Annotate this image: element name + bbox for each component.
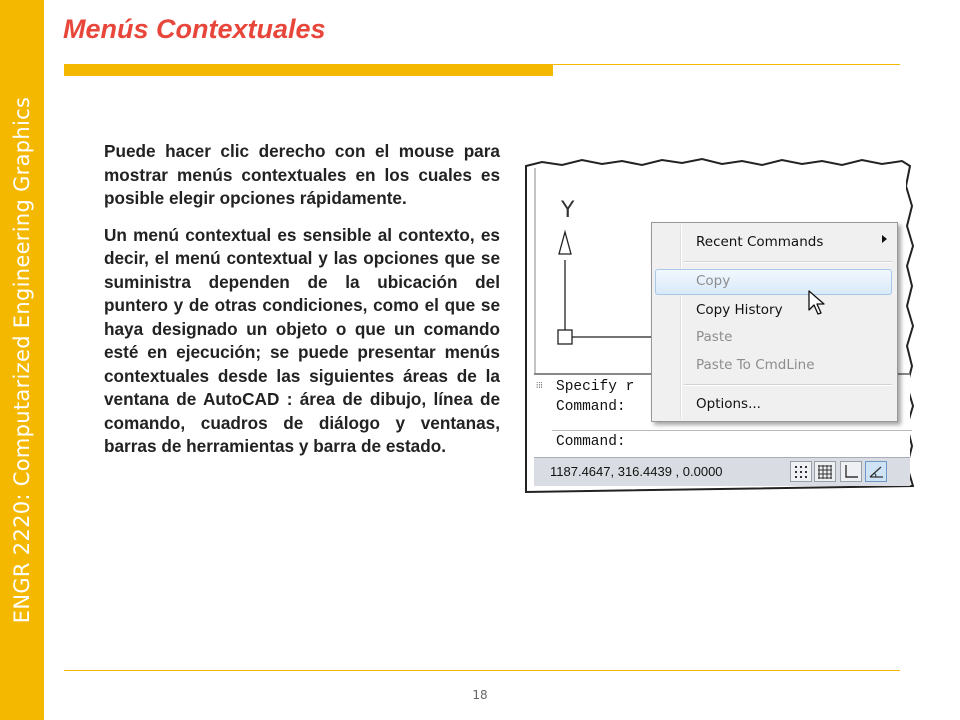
page-number: 18 (472, 688, 488, 702)
autocad-screenshot (522, 156, 914, 494)
polar-tracking-icon (866, 462, 886, 481)
snap-mode-icon (791, 462, 811, 481)
coordinates-readout[interactable]: 1187.4647, 316.4439 , 0.0000 (550, 464, 723, 479)
menu-separator (684, 261, 892, 263)
menu-item-paste-to-cmdline[interactable]: Paste To CmdLine (696, 357, 815, 373)
paragraph-1: Puede hacer clic derecho con el mouse para mostrar menús contextuales en los cuales es posible elegir opciones rápidamente. (104, 141, 500, 208)
menu-icon-column (680, 225, 682, 418)
menu-item-recent-commands[interactable]: Recent Commands (696, 234, 824, 250)
ortho-mode-button[interactable] (840, 461, 862, 482)
title-underline-thin (553, 64, 900, 65)
title-underline-thick (64, 64, 553, 76)
ortho-mode-icon (841, 462, 861, 481)
footer-rule (64, 670, 900, 671)
command-line-1: Specify r (556, 379, 635, 395)
command-line-2: Command: (556, 399, 626, 415)
paragraph-2: Un menú contextual es sensible al contexto, es decir, el menú contextual y las opciones que se suministra dependen de la ubicación del puntero y de otras condiciones, como el que se haya designado un objeto o que un comando esté en ejecución; se puede presentar menús contextuales desde las siguientes áreas de la ventana de AutoCAD : área de dibujo, línea de comando, cuadros de diálogo y ventanas, barras de herramientas y barra de estado. (104, 224, 500, 456)
cursor-arrow-icon (808, 290, 826, 316)
submenu-arrow-icon (882, 235, 887, 243)
menu-item-paste[interactable]: Paste (696, 329, 733, 345)
snap-mode-button[interactable] (790, 461, 812, 482)
sidebar-band (0, 0, 44, 720)
command-input[interactable]: Command: (556, 434, 626, 450)
body-text (104, 140, 500, 472)
slide-title: Menús Contextuales (63, 14, 326, 44)
polar-tracking-button[interactable] (865, 461, 887, 482)
command-grip-icon[interactable]: ⁞⁞⁞ (536, 381, 543, 390)
command-separator (552, 430, 912, 431)
context-menu (651, 222, 898, 422)
grid-display-icon (815, 462, 835, 481)
status-bar (534, 457, 910, 486)
menu-item-highlight (655, 269, 892, 295)
menu-item-options[interactable]: Options... (696, 396, 761, 412)
grid-display-button[interactable] (814, 461, 836, 482)
menu-item-copy-history[interactable]: Copy History (696, 302, 783, 318)
menu-separator (684, 384, 892, 386)
ucs-y-label: Y (561, 198, 575, 223)
menu-item-copy[interactable]: Copy (696, 273, 731, 289)
course-title: ENGR 2220: Computarized Engineering Graphics (10, 96, 34, 624)
